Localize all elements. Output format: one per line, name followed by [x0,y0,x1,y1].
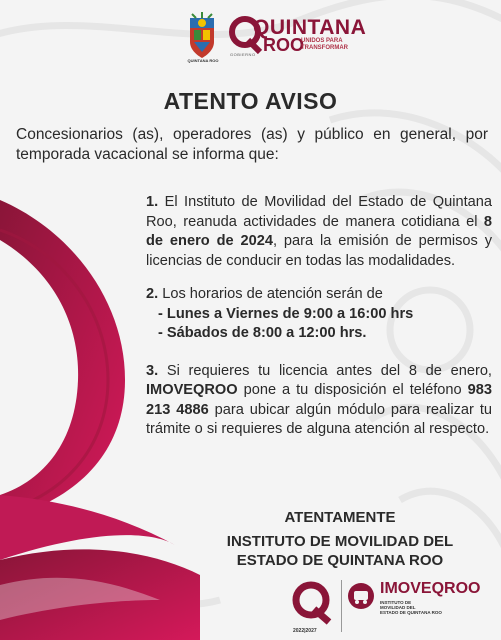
signature-block [210,508,470,571]
signature-closing: ATENTAMENTE [284,509,396,526]
footer-years: 2022|2027 [293,628,317,634]
point-3-org: IMOVEQROO [146,382,238,398]
brand-tagline-1: UNIDOS PARA [301,38,343,44]
point-2-text: Los horarios de atención serán de [158,286,383,302]
signature-line2: ESTADO DE QUINTANA ROO [236,552,444,569]
brand-tagline-2: TRANSFORMAR [301,45,348,51]
point-1-text-a: El Instituto de Movilidad del Estado de Quintana Roo, reanuda actividades de manera cotidiana el [146,194,492,230]
schedule-saturdays: - Sábados de 8:00 a 12:00 hrs. [158,325,367,341]
brand-tagline [301,38,351,52]
point-2 [146,285,492,344]
point-3-phone: 983 213 4886 [146,382,492,418]
footer-org-full-2: MOVILIDAD DEL [380,605,416,610]
notice-title: ATENTO AVISO [163,88,338,114]
point-1-date: 8 de enero de 2024 [146,213,492,249]
government-q-logo-icon [289,578,335,626]
footer-org-full-3: ESTADO DE QUINTANA ROO [380,610,442,615]
notice-intro: Concesionarios (as), operadores (as) y público en general, por temporada vacacional se informa que: [16,126,488,163]
point-3-text-b: pone a tu disposición el teléfono [237,382,468,398]
point-1 [146,193,492,271]
footer-org-full-1: INSTITUTO DE [380,600,412,605]
brand-name-line2: ROO [263,35,305,55]
notice-points [146,193,492,440]
point-3-text-c: para ubicar algún módulo para realizar tu trámite o si requieres de alguna atención al respecto. [146,401,492,437]
point-1-number: 1. [146,194,159,210]
point-2-number: 2. [146,286,159,302]
header [0,8,501,66]
point-3 [146,362,492,440]
footer-logos [285,576,491,636]
imoveqroo-badge-icon [347,582,375,610]
footer-divider [341,580,342,632]
brand-name-line1: QUINTANA [253,16,367,39]
point-1-text-b: , para la emisión de permisos y licencias de conducir en todas las modalidades. [146,233,492,269]
seal-label: QUINTANA ROO [187,58,219,63]
point-3-number: 3. [146,362,159,379]
signature-line1: INSTITUTO DE MOVILIDAD DEL [226,532,454,550]
brand-sub: GOBIERNO [230,52,256,57]
footer-org-full [380,600,442,615]
quintana-roo-coat-of-arms-icon [186,12,218,60]
schedule-weekdays: - Lunes a Viernes de 9:00 a 16:00 hrs [158,305,414,322]
point-3-text-a: Si requieres tu licencia antes del 8 de enero, [158,362,492,379]
footer-org-name: IMOVEQROO [380,580,481,597]
